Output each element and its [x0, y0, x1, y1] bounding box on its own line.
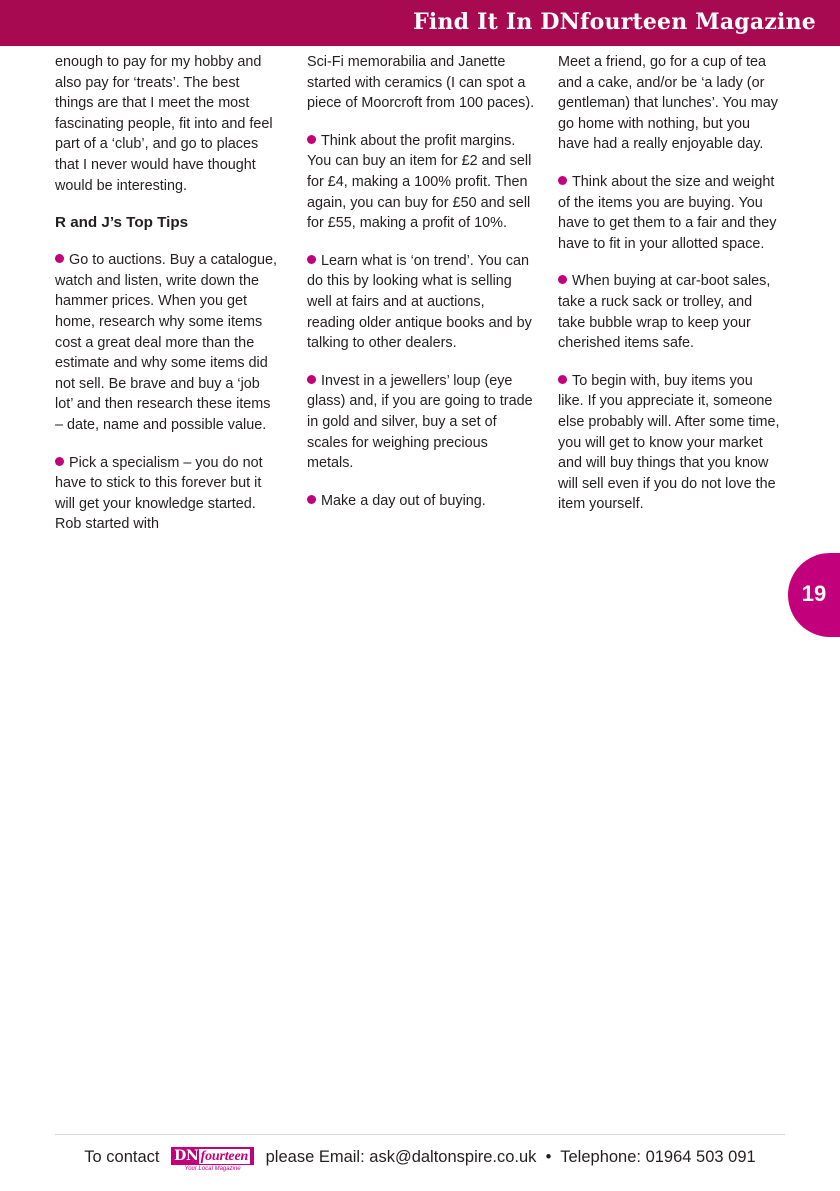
- page-number: 19: [801, 581, 827, 606]
- bullet-text: Pick a specialism – you do not have to stick to this forever but it will get your knowledge started. Rob started with: [55, 454, 263, 533]
- column-1: [55, 52, 277, 535]
- bullet-dot-icon: [558, 176, 567, 185]
- header-band: [0, 0, 840, 46]
- paragraph: Meet a friend, go for a cup of tea and a cake, and/or be ‘a lady (or gentleman) that lunches’. You may go home with nothing, but you have had a really enjoyable day.: [558, 54, 778, 153]
- logo-fourteen-text: fourteen: [200, 1149, 249, 1164]
- bullet-dot-icon: [307, 495, 316, 504]
- bullet-dot-icon: [558, 375, 567, 384]
- logo-dn-text: DN: [174, 1148, 199, 1164]
- bullet-item: [558, 371, 780, 515]
- bullet-item: [307, 491, 535, 512]
- bullet-item: [307, 251, 535, 354]
- footer: [0, 1144, 840, 1171]
- paragraph: enough to pay for my hobby and also pay for ‘treats’. The best things are that I meet the most fascinating people, fit into and feel part of a ‘club’, and go to places that I never would have thought would be interesting.: [55, 54, 273, 194]
- bullet-dot-icon: [55, 254, 64, 263]
- bullet-text: Think about the size and weight of the items you are buying. You have to get them to a fair and they have to fit in your allotted space.: [558, 173, 777, 252]
- bullet-dot-icon: [307, 135, 316, 144]
- bullet-text: Learn what is ‘on trend’. You can do this by looking what is selling well at fairs and at auctions, reading older antique books and by talking to other dealers.: [307, 252, 532, 352]
- footer-divider: [55, 1134, 785, 1135]
- bullet-item: [55, 453, 277, 535]
- bullet-dot-icon: [307, 375, 316, 384]
- logo-wordmark: [171, 1147, 254, 1165]
- bullet-item: [307, 371, 535, 474]
- bullet-item: [558, 271, 780, 353]
- section-subheading: R and J’s Top Tips: [55, 214, 189, 232]
- column-3: [558, 52, 780, 515]
- page-number-tab: [788, 553, 840, 637]
- bullet-text: Think about the profit margins. You can buy an item for £2 and sell for £4, making a 100% profit. Then again, you can buy for £50 and sell for £55, making a profit of 10%.: [307, 132, 532, 232]
- page-title: Find It In DNfourteen Magazine: [413, 9, 816, 35]
- bullet-text: Invest in a jewellers’ loup (eye glass) and, if you are going to trade in gold and silver, buy a set of scales for weighing precious metals.: [307, 372, 533, 472]
- logo-tagline: Your Local Magazine: [184, 1166, 241, 1172]
- footer-contact-details: please Email: ask@daltonspire.co.uk • Telephone: 01964 503 091: [261, 1148, 756, 1166]
- bullet-dot-icon: [307, 255, 316, 264]
- bullet-dot-icon: [558, 275, 567, 284]
- column-2: [307, 52, 535, 511]
- bullet-text: Make a day out of buying.: [321, 492, 486, 509]
- bullet-text: To begin with, buy items you like. If you appreciate it, someone else probably will. After some time, you will get to know your market and will buy things that you know will sell even if you do not love the item yourself.: [558, 372, 780, 513]
- dnfourteen-logo: [171, 1146, 254, 1173]
- footer-text-before: To contact: [84, 1148, 165, 1166]
- bullet-item: [558, 172, 780, 254]
- bullet-item: [55, 250, 277, 435]
- paragraph: Sci-Fi memorabilia and Janette started with ceramics (I can spot a piece of Moorcroft from 100 paces).: [307, 54, 535, 112]
- bullet-item: [307, 131, 535, 234]
- bullet-text: Go to auctions. Buy a catalogue, watch and listen, write down the hammer prices. When you get home, research why some items cost a great deal more than the estimate and why some items did not sell. Be brave and buy a ‘job lot’ and then research these items – date, name and possible value.: [55, 252, 277, 433]
- bullet-dot-icon: [55, 457, 64, 466]
- bullet-text: When buying at car-boot sales, take a ruck sack or trolley, and take bubble wrap to keep your cherished items safe.: [558, 273, 771, 352]
